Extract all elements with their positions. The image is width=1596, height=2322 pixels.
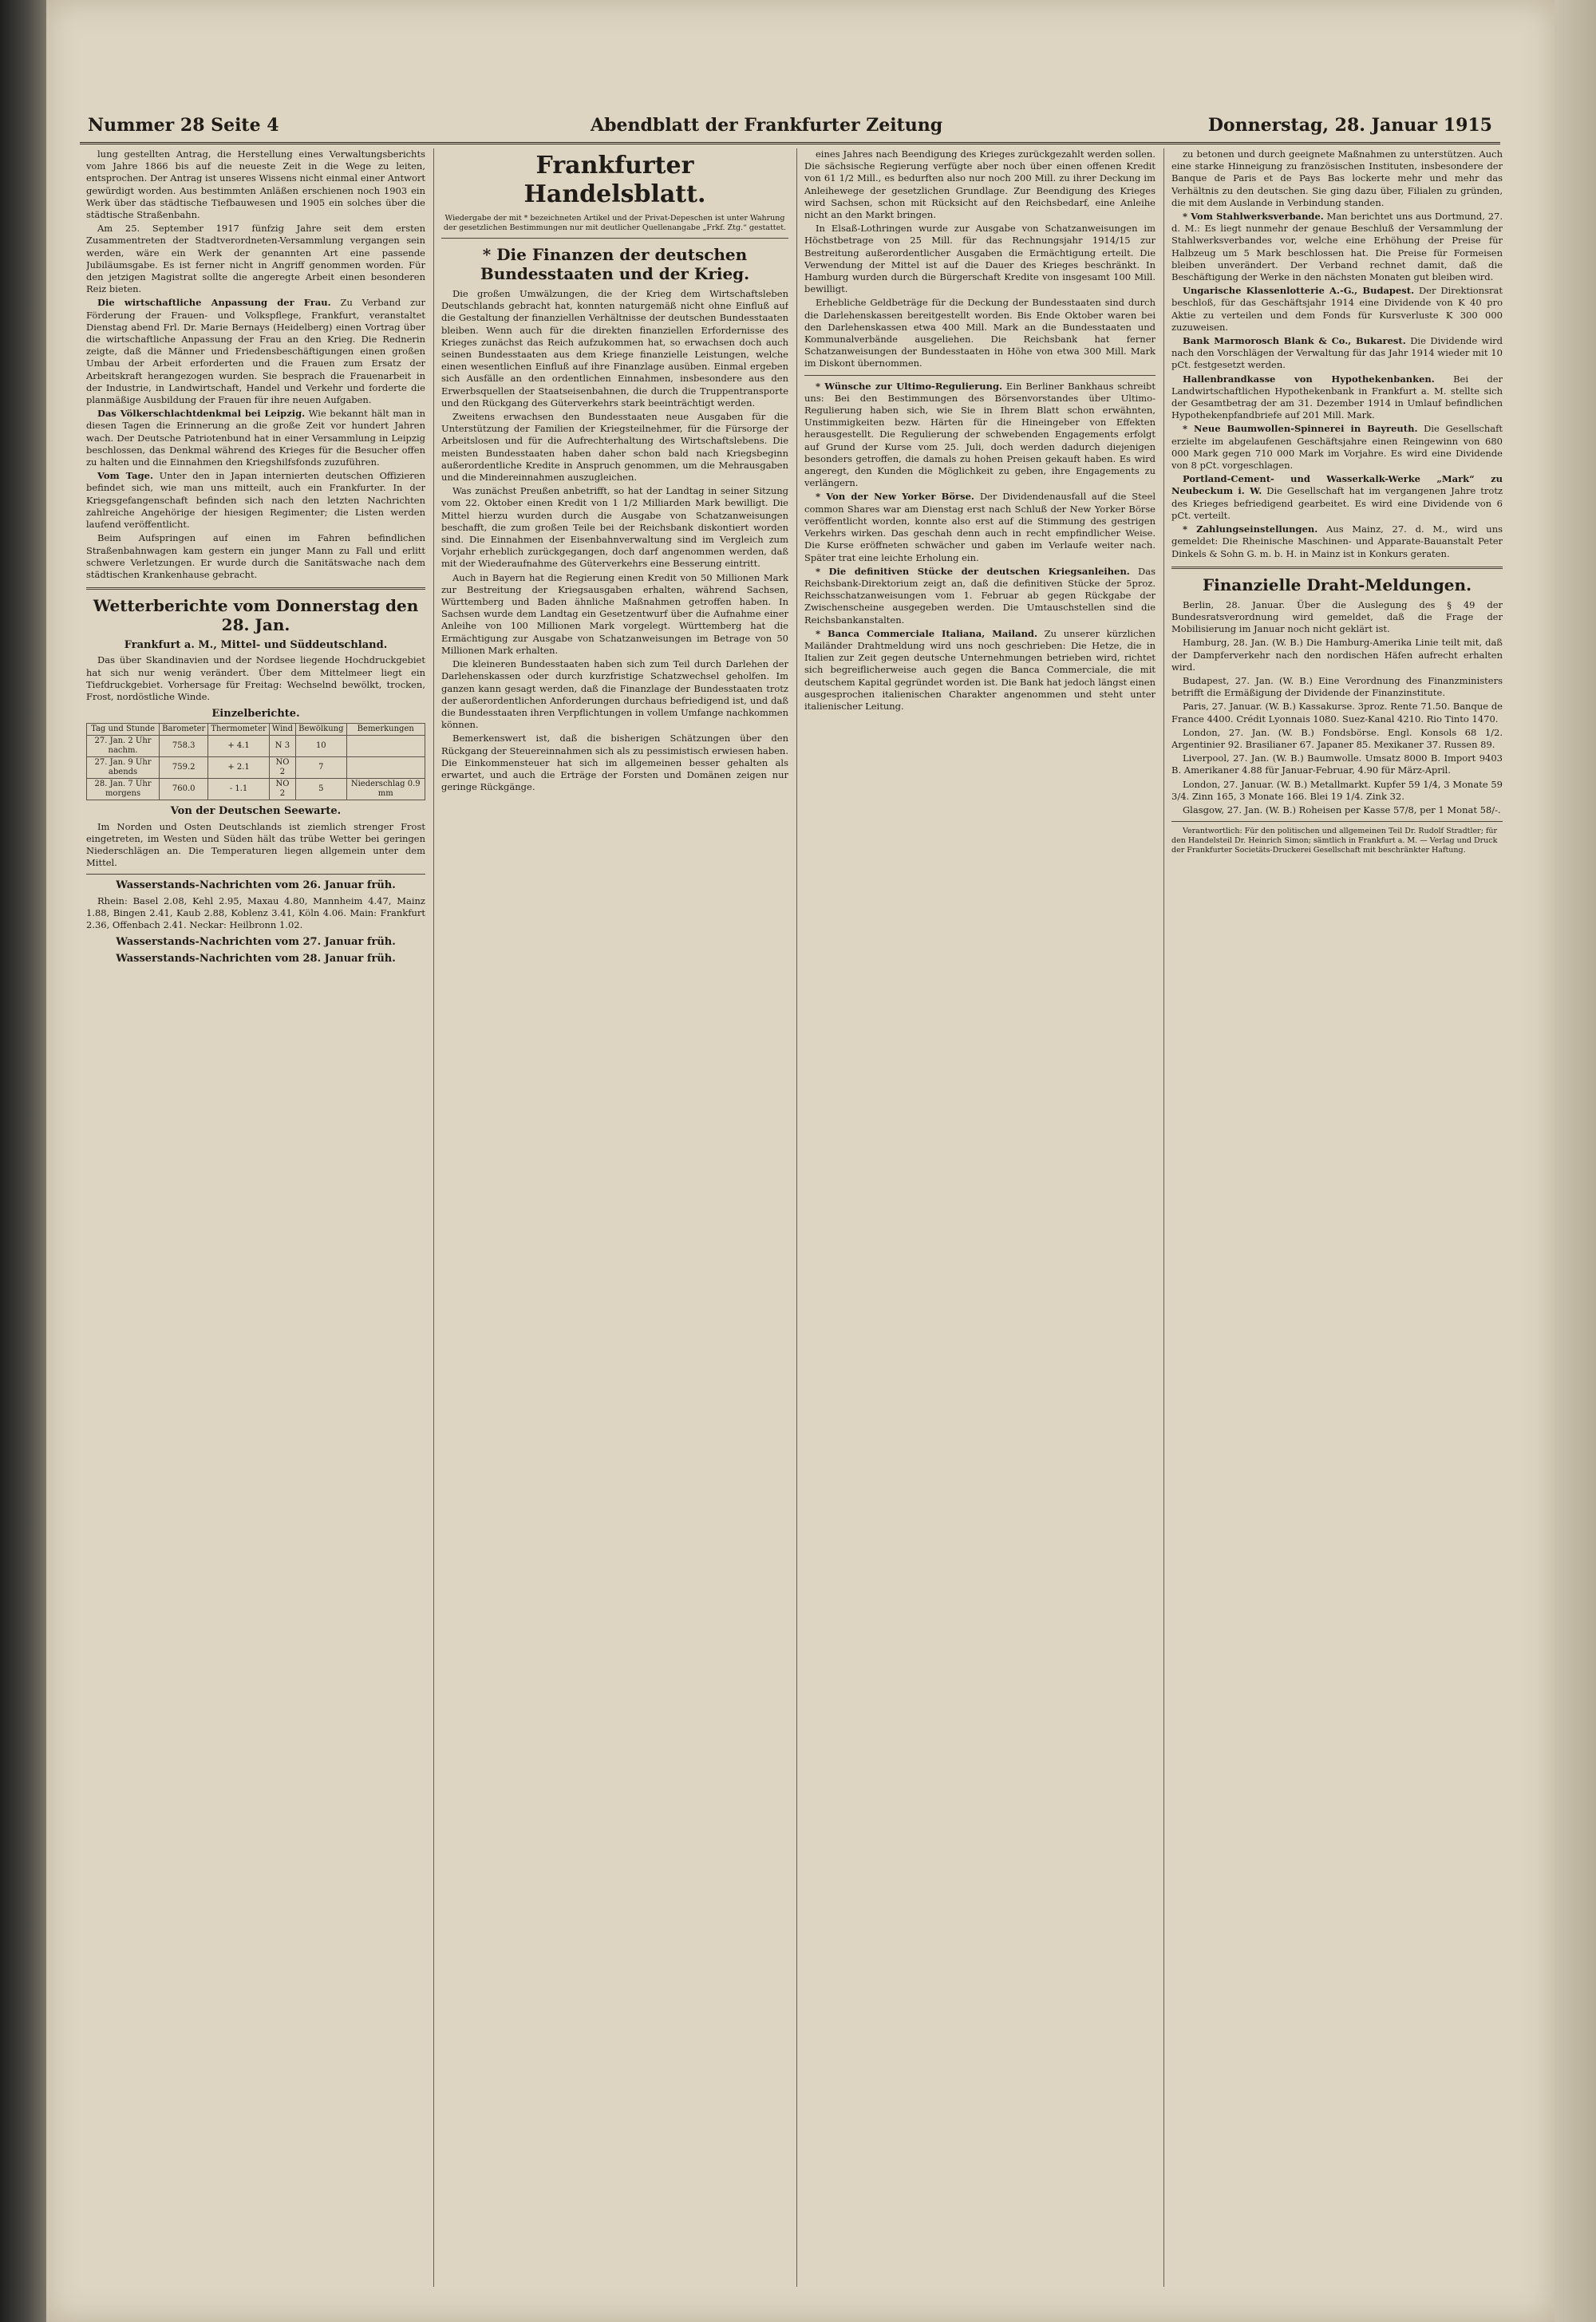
article-heading: Hallenbrandkasse von Hypothekenbanken. bbox=[1183, 373, 1435, 385]
article-paragraph: Zu Verband zur Förderung der Frauen- und Volkspflege, Frankfurt, veranstaltet Dienstag abend Frl. Dr. Marie Bernays (Heidelberg) einen Vortrag über die wirtschaftliche Anpassung der Frau an den Krieg. Die Rednerin zeigte, daß die Männer und Friedensbeschäftigungen einen großen Umbau der Arbeit erforderten und die Frauen zum Ersatz der Arbeitskraft herangezogen wurden. Sie besprach die Frauenarbeit in der Industrie, in Landwirtschaft, Handel und Verkehr und forderte die planmäßige Ausbildung der Frauen für ihre neuen Aufgaben. bbox=[86, 297, 425, 406]
article-heading: Vom Tage. bbox=[97, 470, 153, 482]
weather-table bbox=[86, 723, 425, 800]
wire-report: Budapest, 27. Jan. (W. B.) Eine Verordnung des Finanzministers betrifft die Ermäßigung der Dividende der Finanzinstitute. bbox=[1171, 674, 1503, 699]
copyright-notice: Wiedergabe der mit * bezeichneten Artikel und der Privat-Depeschen ist unter Wahrung der gesetzlichen Bestimmungen nur mit deutlicher Quellenangabe „Frkf. Ztg.“ gestattet. bbox=[443, 214, 787, 232]
table-cell: 760.0 bbox=[160, 779, 208, 800]
table-header-cell: Tag und Stunde bbox=[87, 724, 160, 736]
article-paragraph: Zu unserer kürzlichen Mailänder Drahtmeldung wird uns noch geschrieben: Die Hetze, die in Italien zur Zeit gegen deutsche Unternehmungen betrieben wird, richtet sich begreiflicherweise auch gegen die Banca Commerciale, die mit deutschem Kapital gegründet worden ist. Die Bank hat jedoch längst einen ausgesprochen italienischen Charakter angenommen und steht unter italienischer Leitung. bbox=[804, 627, 1156, 712]
table-cell: + 4.1 bbox=[208, 736, 269, 757]
table-cell: NO 2 bbox=[269, 779, 295, 800]
section-title: Frankfurter Handelsblatt. bbox=[523, 152, 706, 208]
column-local-news bbox=[86, 148, 425, 2287]
table-cell bbox=[346, 736, 425, 757]
seewarte-title: Von der Deutschen Seewarte. bbox=[170, 805, 342, 818]
wire-report: London, 27. Januar. (W. B.) Metallmarkt. Kupfer 59 1/4, 3 Monate 59 3/4. Zinn 165, 3 Monate 166. Blei 19 1/4. Zink 32. bbox=[1171, 778, 1503, 802]
water-level-text: Rhein: Basel 2.08, Kehl 2.95, Maxau 4.80, Mannheim 4.47, Mainz 1.88, Bingen 2.41, Kaub 2.88, Koblenz 3.41, Köln 4.06. Main: Frankfurt 2.36, Offenbach 2.41. Neckar: Heilbronn 1.02. bbox=[86, 894, 425, 930]
article-paragraph: lung gestellten Antrag, die Herstellung eines Verwaltungsberichts vom Jahre 1866 bis auf die neueste Zeit in die Wege zu leiten, entsprochen. Der Antrag ist unseres Wissens nicht einmal einer Antwort gewürdigt worden. Aus bestimmten Anläßen erschienen noch 1903 ein Werk über das städtische Tiefbauwesen und 1905 ein solches über die städtische Straßenbahn. bbox=[86, 148, 425, 221]
article-paragraph: Aus Mainz, 27. d. M., wird uns gemeldet: Die Rheinische Maschinen- und Apparate-Bauanstalt Peter Dinkels & Sohn G. m. b. H. in Mainz ist in Konkurs geraten. bbox=[1171, 523, 1503, 559]
table-cell: NO 2 bbox=[269, 757, 295, 779]
column-finance-news bbox=[804, 148, 1156, 2287]
table-header-cell: Wind bbox=[269, 724, 295, 736]
table-row bbox=[87, 736, 425, 757]
wire-report: Liverpool, 27. Jan. (W. B.) Baumwolle. Umsatz 8000 B. Import 9403 B. Amerikaner 4.88 für Januar-Februar, 4.90 für März-April. bbox=[1171, 752, 1503, 776]
article-heading: Die wirtschaftliche Anpassung der Frau. bbox=[97, 297, 331, 309]
header-page-number: Nummer 28 Seite 4 bbox=[88, 115, 279, 136]
article-heading: * Zahlungseinstellungen. bbox=[1183, 523, 1318, 535]
article-headline: * Die Finanzen der deutschen Bundesstaaten und der Krieg. bbox=[480, 245, 750, 283]
article-paragraph: Ein Berliner Bankhaus schreibt uns: Bei den Bestimmungen des Börsenvorstandes über Ultimo-Regulierung haben sich, wie Sie in Ihrem Blatt schon erwähnten, Unstimmigkeiten bezw. Härten für die Hineingeber von Effekten herausgestellt. Die Regulierung der schwebenden Engagements erfolgt auf Grund der Kurse vom 25. Juli, doch werden dadurch diejenigen besonders getroffen, die damals zu hohen Preisen gekauft haben. Es wird angeregt, den Kunden die Möglichkeit zu geben, ihre Engagements zu verlängern. bbox=[804, 380, 1156, 489]
weather-title: Wetterberichte vom Donnerstag den 28. Jan. bbox=[93, 596, 419, 635]
weather-table-title: Einzelberichte. bbox=[211, 708, 300, 721]
article-heading: * Wünsche zur Ultimo-Regulierung. bbox=[816, 380, 1002, 392]
table-cell: 27. Jan. 9 Uhr abends bbox=[87, 757, 160, 779]
article-heading: Ungarische Klassenlotterie A.-G., Budapest. bbox=[1183, 285, 1415, 297]
table-cell: Niederschlag 0.9 mm bbox=[346, 779, 425, 800]
page-edge bbox=[1555, 0, 1596, 2322]
table-cell: 27. Jan. 2 Uhr nachm. bbox=[87, 736, 160, 757]
table-cell: - 1.1 bbox=[208, 779, 269, 800]
header-date: Donnerstag, 28. Januar 1915 bbox=[1207, 115, 1492, 136]
wire-report: Hamburg, 28. Jan. (W. B.) Die Hamburg-Amerika Linie teilt mit, daß der Dampferverkehr nach den nordischen Häfen aufrecht erhalten wird. bbox=[1171, 637, 1503, 673]
weather-subtitle: Frankfurt a. M., Mittel- und Süddeutschland. bbox=[124, 639, 388, 652]
seewarte-text: Im Norden und Osten Deutschlands ist ziemlich strenger Frost eingetreten, im Westen und Süden hält das trübe Wetter bei geringen Niederschlägen an. Die Temperaturen liegen allgemein unter dem Mittel. bbox=[86, 820, 425, 869]
article-paragraph: In Elsaß-Lothringen wurde zur Ausgabe von Schatzanweisungen im Höchstbetrage von 25 Mill. für das Rechnungsjahr 1914/15 zur Bestreitung außerordentlicher Ausgaben die Ermächtigung erteilt. Die Verwendung der Mittel ist auf die Dauer des Krieges beschränkt. In Hamburg wurden durch die Bürgerschaft Kredite von insgesamt 100 Mill. bewilligt. bbox=[804, 223, 1156, 295]
section-divider bbox=[441, 238, 788, 239]
table-header-cell: Thermometer bbox=[208, 724, 269, 736]
article-paragraph: Die Dividende wird nach den Vorschlägen der Verwaltung für das Jahr 1914 wieder mit 10 pCt. festgesetzt werden. bbox=[1171, 335, 1503, 371]
article-heading: * Vom Stahlwerksverbande. bbox=[1183, 211, 1324, 223]
article-heading: * Banca Commerciale Italiana, Mailand. bbox=[816, 627, 1037, 639]
article-heading: Das Völkerschlachtdenkmal bei Leipzig. bbox=[97, 408, 306, 420]
book-binding bbox=[0, 0, 46, 2322]
article-heading: * Neue Baumwollen-Spinnerei in Bayreuth. bbox=[1183, 423, 1418, 435]
table-cell: 759.2 bbox=[160, 757, 208, 779]
imprint: Verantwortlich: Für den politischen und allgemeinen Teil Dr. Rudolf Stradtler; für den Handelsteil Dr. Heinrich Simon; sämtlich in Frankfurt a. M. — Verlag und Druck der Frankfurter Societäts-Druckerei Gesellschaft mit beschränkter Haftung. bbox=[1171, 827, 1498, 855]
section-divider bbox=[1171, 821, 1503, 822]
water-level-title: Wasserstands-Nachrichten vom 28. Januar früh. bbox=[116, 953, 396, 966]
article-paragraph: Das Reichsbank-Direktorium zeigt an, daß die definitiven Stücke der 5proz. Reichsschatzanweisungen vom 1. Februar ab gegen Rückgabe der Zwischenscheine ausgegeben werden. Die Umtauschstellen sind die Reichsbankanstalten. bbox=[804, 565, 1156, 626]
article-paragraph: Die großen Umwälzungen, die der Krieg dem Wirtschaftsleben Deutschlands gebracht hat, konnten naturgemäß nicht ohne Einfluß auf die Gestaltung der finanziellen Verhältnisse der deutschen Bundesstaaten bleiben. Wenn auch für die direkten finanziellen Erfordernisse des Krieges zunächst das Reich aufzukommen hat, so erwachsen doch auch seinen Bundesstaaten aus dem Kriege finanzielle Leistungen, welche einen wesentlichen Einfluß auf ihre Finanzlage ausüben. Einmal ergeben sich Ausfälle an den ordentlichen Einnahmen, insbesondere aus den Erwerbsquellen der Staatseisenbahnen, die durch die Truppentransporte und den Rückgang des Güterverkehrs stark beeinträchtigt werden. bbox=[441, 288, 788, 409]
article-paragraph: zu betonen und durch geeignete Maßnahmen zu unterstützen. Auch eine starke Hinneigung zu französischen Instituten, insbesondere der Banque de Paris et de Pays Bas lockerte mehr und mehr das Verhältnis zu den deutschen. Sie ging dazu über, Filialen zu gründen, die mit dem Auslande in Verbindung standen. bbox=[1171, 148, 1503, 208]
article-paragraph: Die Gesellschaft hat im vergangenen Jahre trotz des Krieges befriedigend gearbeitet. Es wird eine Dividende von 6 pCt. verteilt. bbox=[1171, 485, 1503, 521]
table-row bbox=[87, 757, 425, 779]
article-paragraph: Die kleineren Bundesstaaten haben sich zum Teil durch Darlehen der Darlehenskassen oder durch kurzfristige Schatzwechsel geholfen. Im ganzen kann gesagt werden, daß die Finanzlage der Bundesstaaten trotz der außerordentlichen Anforderungen durchaus befriedigend ist, und daß die Bundesstaaten ihren Verpflichtungen in vollem Umfange nachkommen können. bbox=[441, 658, 788, 731]
table-cell bbox=[346, 757, 425, 779]
wire-report: Berlin, 28. Januar. Über die Auslegung des § 49 der Bundesratsverordnung wird gemeldet, daß die Frage der Mobilisierung im Januar noch nicht geklärt ist. bbox=[1171, 598, 1503, 635]
table-cell: 28. Jan. 7 Uhr morgens bbox=[87, 779, 160, 800]
article-paragraph: Beim Aufspringen auf einen im Fahren befindlichen Straßenbahnwagen kam gestern ein junger Mann zu Fall und erlitt schwere Verletzungen. Er wurde durch die Sanitätswache nach dem städtischen Krankenhause gebracht. bbox=[86, 532, 425, 580]
table-cell: 10 bbox=[296, 736, 346, 757]
section-divider bbox=[86, 587, 425, 590]
article-paragraph: Der Dividendenausfall auf die Steel common Shares war am Dienstag erst nach Schluß der New Yorker Börse veröffentlicht worden, konnte also erst auf die Stimmung des gestrigen Verkehrs wirken. Das geschah denn auch in recht empfindlicher Weise. Die Kurse eröffneten schwächer und gaben im Verlaufe weiter nach. Später trat eine leichte Erholung ein. bbox=[804, 491, 1156, 563]
article-paragraph: Was zunächst Preußen anbetrifft, so hat der Landtag in seiner Sitzung vom 22. Oktober einen Kredit von 1 1/2 Milliarden Mark bewilligt. Die Mittel hierzu wurden durch die Ausgabe von Schatzanweisungen beschafft, die zum großen Teile bei der Reichsbank diskontiert worden sind. Die Einnahmen der Eisenbahnverwaltung sind im Vergleich zum Vorjahr erheblich zurückgegangen, doch darf angenommen werden, daß mit der Wiederaufnahme des Güterverkehrs eine Besserung eintritt. bbox=[441, 485, 788, 570]
weather-forecast: Das über Skandinavien und der Nordsee liegende Hochdruckgebiet hat sich nur wenig verändert. Über dem Mittelmeer liegt ein Tiefdruckgebiet. Vorhersage für Freitag: Wechselnd bewölkt, trocken, Frost, nordöstliche Winde. bbox=[86, 654, 425, 702]
table-cell: 7 bbox=[296, 757, 346, 779]
section-divider bbox=[804, 375, 1156, 376]
article-paragraph: Der Direktionsrat beschloß, für das Geschäftsjahr 1914 eine Dividende von K 40 pro Aktie zu verteilen und dem Fonds für Kursverluste K 300 000 zuzuweisen. bbox=[1171, 285, 1503, 333]
wire-report: Paris, 27. Januar. (W. B.) Kassakurse. 3proz. Rente 71.50. Banque de France 4400. Crédit Lyonnais 1080. Suez-Kanal 4210. Rio Tinto 1470. bbox=[1171, 701, 1503, 725]
table-cell: + 2.1 bbox=[208, 757, 269, 779]
wire-report: Glasgow, 27. Jan. (W. B.) Roheisen per Kasse 57/8, per 1 Monat 58/-. bbox=[1183, 804, 1501, 815]
article-paragraph: Bemerkenswert ist, daß die bisherigen Schätzungen über den Rückgang der Steuereinnahmen sich als zu pessimistisch erwiesen haben. Die Einkommensteuer hat sich im allgemeinen besser gehalten als erwartet, und auch die Erträge der Forsten und Domänen zeigen nur geringe Rückgänge. bbox=[441, 733, 788, 793]
article-paragraph: eines Jahres nach Beendigung des Krieges zurückgezahlt werden sollen. Die sächsische Regierung verfügte aber noch über einen offenen Kredit von 61 1/2 Mill., es bedurften also nur noch 200 Mill. zu ihrer Deckung im Anleihewege der gesetzlichen Grundlage. Zur Beendigung des Krieges wird Sachsen, schon mit Rücksicht auf den Reichsbedarf, eine Anleihe nicht an den Markt bringen. bbox=[804, 148, 1156, 221]
section-title: Finanzielle Draht-Meldungen. bbox=[1202, 575, 1472, 594]
article-heading: * Von der New Yorker Börse. bbox=[816, 491, 974, 503]
section-divider bbox=[86, 874, 425, 875]
table-cell: N 3 bbox=[269, 736, 295, 757]
article-heading: * Die definitiven Stücke der deutschen Kriegsanleihen. bbox=[816, 565, 1130, 577]
section-divider bbox=[1171, 567, 1503, 569]
page-header bbox=[80, 110, 1500, 144]
table-cell: 758.3 bbox=[160, 736, 208, 757]
article-heading: Portland-Cement- und Wasserkalk-Werke „Mark“ zu Neubeckum i. W. bbox=[1171, 473, 1503, 497]
article-paragraph: Erhebliche Geldbeträge für die Deckung der Bundesstaaten sind durch die Darlehenskassen bereitgestellt worden. Bis Ende Oktober waren bei den Darlehenskassen etwa 400 Mill. Mark an die Bundesstaaten und Kommunalverbände ausgeliehen. Die Reichsbank hat ferner Schatzanweisungen der Bundesstaaten in Höhe von etwa 300 Mill. Mark im Diskont übernommen. bbox=[804, 297, 1156, 369]
article-paragraph: Man berichtet uns aus Dortmund, 27. d. M.: Es liegt nunmehr der genaue Beschluß der Versammlung der Stahlwerksverbandes vor, welche eine Erhöhung der Preise für Halbzeug um 5 Mark beschlossen hat. Die Preise für Formeisen bleiben unverändert. Der Verband rechnet damit, daß die Beschäftigung der Werke in den nächsten Monaten gut bleiben wird. bbox=[1171, 211, 1503, 283]
article-heading: Bank Marmorosch Blank & Co., Bukarest. bbox=[1183, 335, 1406, 347]
table-row bbox=[87, 779, 425, 800]
article-paragraph: Auch in Bayern hat die Regierung einen Kredit von 50 Millionen Mark zur Bestreitung der Kriegsausgaben erhalten, während Sachsen, Württemberg und Baden ähnliche Maßnahmen getroffen haben. In Sachsen wurde dem Landtag ein Gesetzentwurf über die Aufnahme einer Anleihe von 100 Millionen Mark vorgelegt. Württemberg hat die Ermächtigung zur Ausgabe von Schatzanweisungen im Betrage von 50 Millionen Mark erhalten. bbox=[441, 571, 788, 656]
article-paragraph: Am 25. September 1917 fünfzig Jahre seit dem ersten Zusammentreten der Stadtverordneten-Versammlung vergangen sein werden, wäre ein Werk der genannten Art eine passende Jubiläumsgabe. Es ist ferner nicht in Angriff genommen worden. Für den jetzigen Magistrat sollte die angeregte Arbeit einen besonderen Reiz bieten. bbox=[86, 223, 425, 295]
table-header-row bbox=[87, 724, 425, 736]
column-rule bbox=[796, 148, 797, 2287]
column-rule bbox=[1163, 148, 1164, 2287]
water-level-title: Wasserstands-Nachrichten vom 26. Januar früh. bbox=[116, 879, 396, 892]
article-paragraph: Die Gesellschaft erzielte im abgelaufenen Geschäftsjahre einen Reingewinn von 680 000 Mark gegen 710 000 Mark im Vorjahre. Es wird eine Dividende von 8 pCt. vorgeschlagen. bbox=[1171, 423, 1503, 472]
water-level-title: Wasserstands-Nachrichten vom 27. Januar früh. bbox=[116, 936, 396, 949]
article-paragraph: Unter den in Japan internierten deutschen Offizieren befindet sich, wie man uns mitteilt, auch ein Frankfurter. In der Kriegsgefangenschaft befinden sich nach den letzten Nachrichten zahlreiche Angehörige der hiesigen Regimenter; die Listen werden laufend veröffentlicht. bbox=[86, 470, 425, 531]
table-header-cell: Bemerkungen bbox=[346, 724, 425, 736]
table-header-cell: Barometer bbox=[160, 724, 208, 736]
article-paragraph: Zweitens erwachsen den Bundesstaaten neue Ausgaben für die Unterstützung der Familien der Kriegsteilnehmer, für die Fürsorge der Arbeitslosen und für die Aufrechterhaltung des Wirtschaftslebens. Die meisten Bundesstaaten haben daher schon bald nach Kriegsbeginn außerordentliche Kredite in Anspruch genommen, um die Mehrausgaben und die Mindereinnahmen auszugleichen. bbox=[441, 411, 788, 484]
column-market-reports bbox=[1171, 148, 1503, 2287]
table-cell: 5 bbox=[296, 779, 346, 800]
column-rule bbox=[433, 148, 434, 2287]
article-paragraph: Bei der Landwirtschaftlichen Hypothekenbank in Frankfurt a. M. stellte sich der Gesamtbetrag der am 31. Dezember 1914 in Umlauf befindlichen Hypothekenpfandbriefe auf 201 Mill. Mark. bbox=[1171, 373, 1503, 421]
wire-report: London, 27. Jan. (W. B.) Fondsbörse. Engl. Konsols 68 1/2. Argentinier 92. Brasilianer 67. Japaner 85. Mexikaner 37. Russen 89. bbox=[1171, 726, 1503, 750]
table-header-cell: Bewölkung bbox=[296, 724, 346, 736]
column-handelsblatt bbox=[441, 148, 788, 2287]
header-masthead: Abendblatt der Frankfurter Zeitung bbox=[591, 115, 943, 136]
article-paragraph: Wie bekannt hält man in diesen Tagen die Erinnerung an die große Zeit vor hundert Jahren wach. Der Deutsche Patriotenbund hat in einer Versammlung in Leipzig beschlossen, das Denkmal während des Krieges für die Besucher offen zu halten und die Einnahmen den Kriegshilfsfonds zuzuführen. bbox=[86, 408, 425, 468]
